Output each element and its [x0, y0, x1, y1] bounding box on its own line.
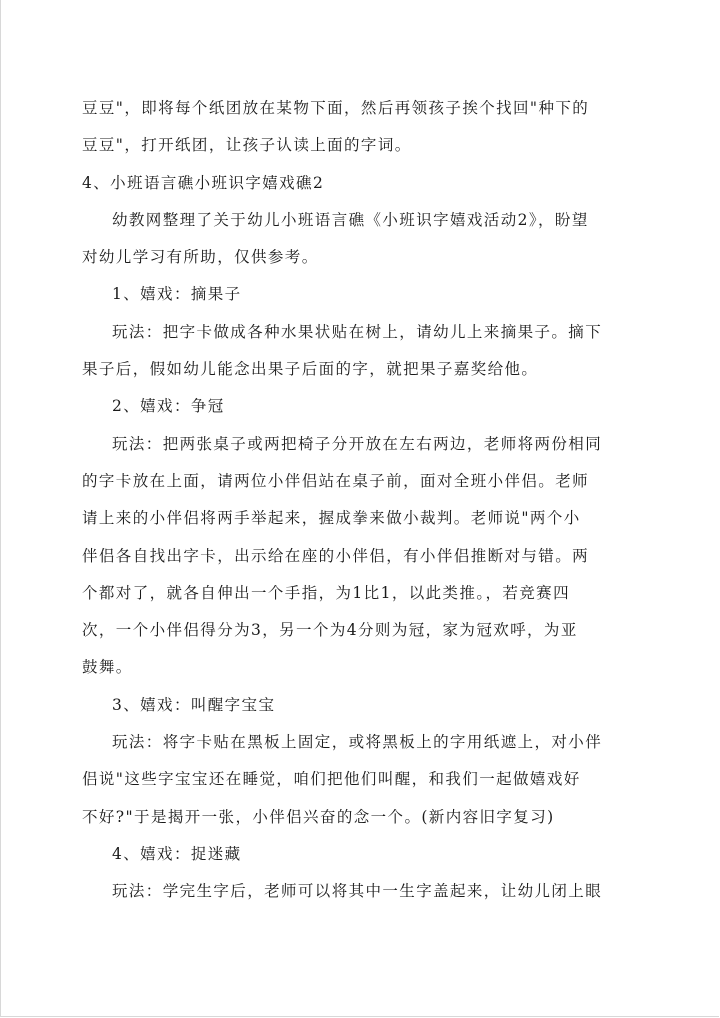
text-line: 豆豆"，即将每个纸团放在某物下面，然后再领孩子挨个找回"种下的 — [82, 99, 590, 117]
text-line: 次，一个小伴侣得分为3，另一个为4分则为冠，家为冠欢呼，为亚 — [82, 621, 578, 640]
text-line: 果子后，假如幼儿能念出果子后面的字，就把果子嘉奖给他。 — [82, 360, 539, 379]
game-heading: 1、嬉戏：摘果子 — [112, 285, 242, 304]
text-line: 幼教网整理了关于幼儿小班语言礁《小班识字嬉戏活动2》，盼望 — [112, 210, 589, 229]
text-line: 玩法：把两张桌子或两把椅子分开放在左右两边，老师将两份相同 — [112, 434, 603, 453]
text-line: 对幼儿学习有所助，仅供参考。 — [82, 248, 319, 267]
text-line: 请上来的小伴侣将两手举起来，握成拳来做小裁判。老师说"两个小 — [82, 509, 581, 528]
game-heading: 2、嬉戏：争冠 — [112, 397, 225, 416]
text-line: 侣说"这些字宝宝还在睡觉，咱们把他们叫醒，和我们一起做嬉戏好 — [82, 770, 581, 789]
text-line: 玩法：将字卡贴在黑板上固定，或将黑板上的字用纸遮上，对小伴 — [112, 733, 603, 752]
document-body — [82, 90, 616, 911]
text-line: 玩法：把字卡做成各种水果状贴在树上，请幼儿上来摘果子。摘下 — [112, 322, 603, 341]
text-line: 鼓舞。 — [82, 658, 133, 677]
text-line: 豆豆"，打开纸团，让孩子认读上面的字词。 — [82, 136, 412, 155]
text-line: 个都对了，就各自伸出一个手指，为1比1，以此类推。，若竞赛四 — [82, 583, 570, 602]
game-heading: 3、嬉戏：叫醒字宝宝 — [112, 695, 276, 714]
text-line: 的字卡放在上面，请两位小伴侣站在桌子前，面对全班小伴侣。老师 — [82, 471, 590, 490]
section-heading: 4、小班语言礁小班识字嬉戏礁2 — [82, 173, 325, 192]
game-heading: 4、嬉戏：捉迷藏 — [112, 844, 242, 863]
text-line: 伴侣各自找出字卡，出示给在座的小伴侣，有小伴侣推断对与错。两 — [82, 546, 590, 565]
text-line: 玩法：学完生字后，老师可以将其中一生字盖起来，让幼儿闭上眼 — [112, 882, 603, 901]
text-line: 不好?"于是揭开一张，小伴侣兴奋的念一个。(新内容旧字复习) — [82, 807, 555, 826]
